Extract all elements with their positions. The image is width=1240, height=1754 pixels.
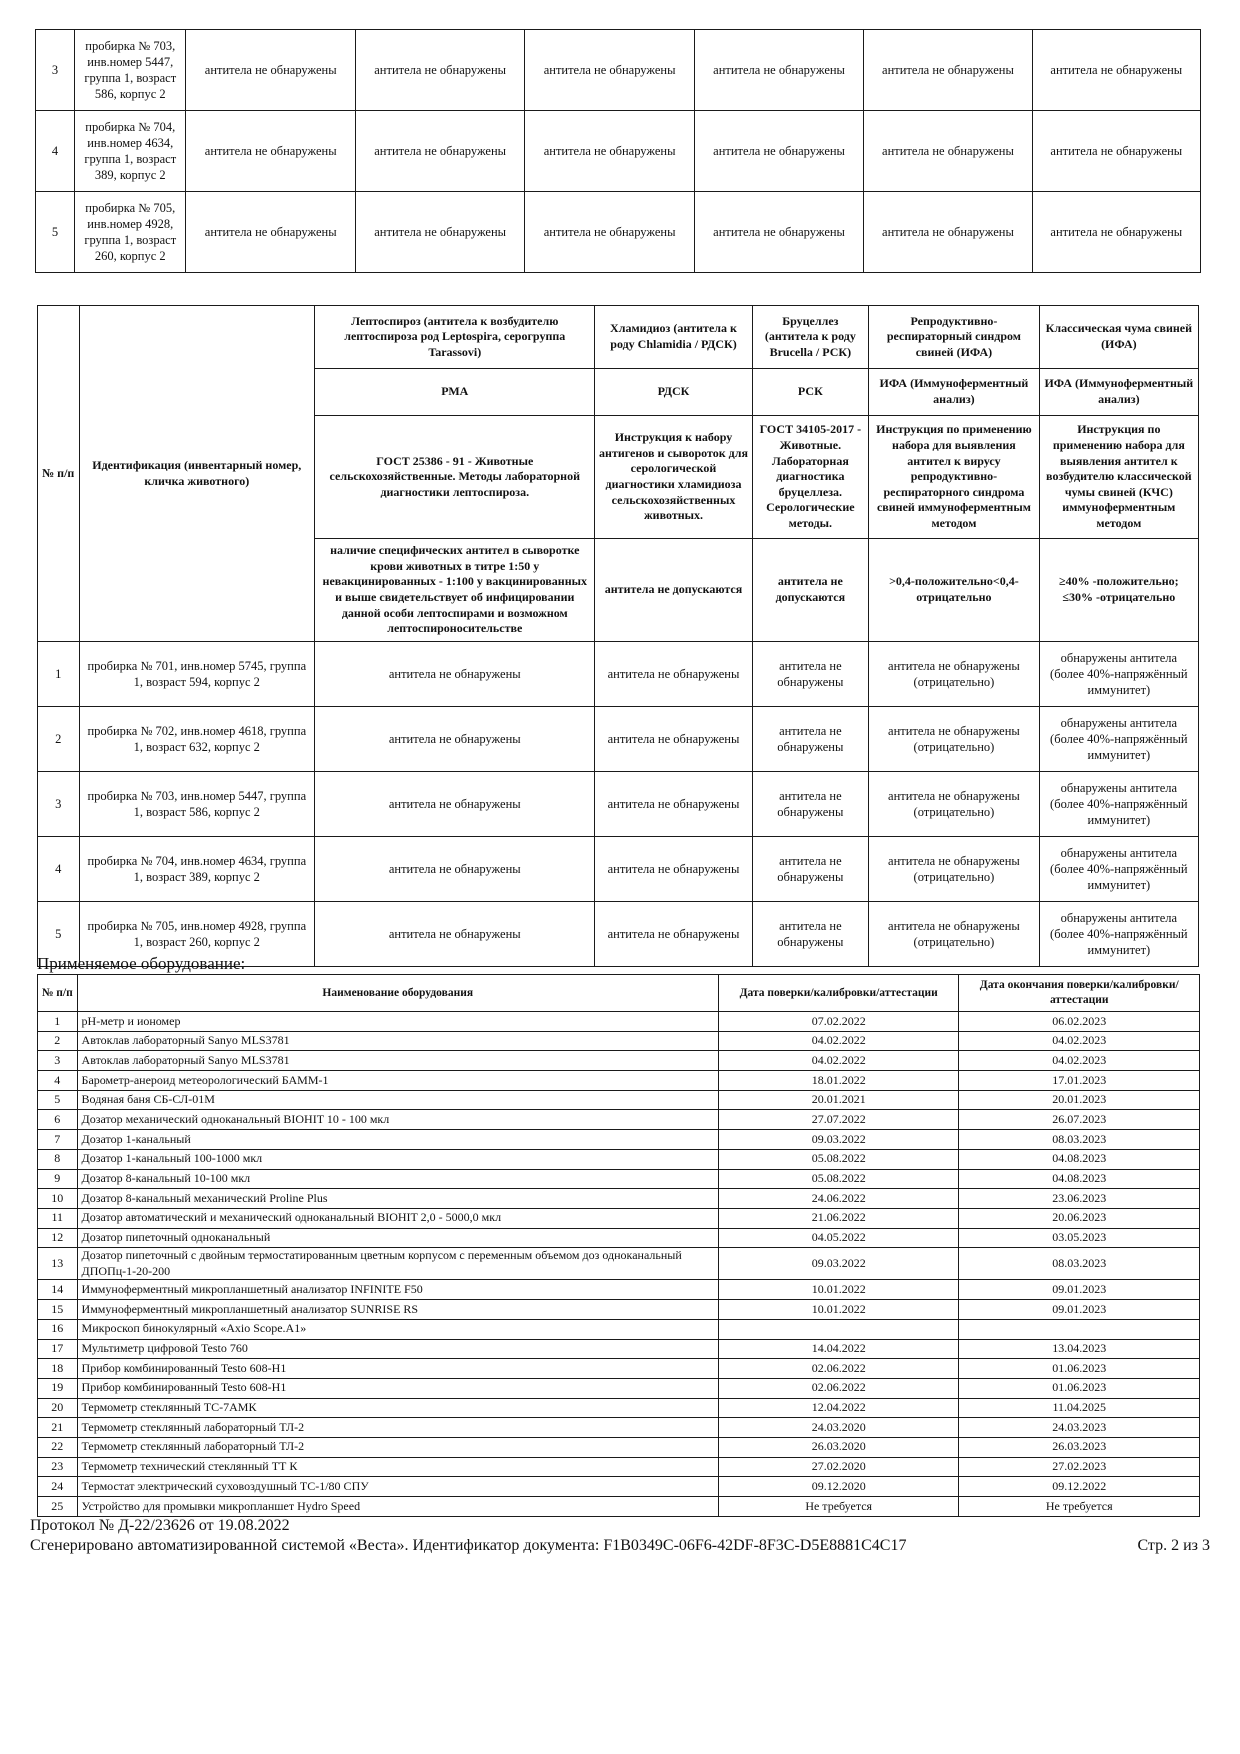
disease-header: Бруцеллез (антитела к роду Brucella / РСК) <box>752 306 869 369</box>
calibration-end-date: 08.03.2023 <box>959 1130 1200 1150</box>
row-number: 17 <box>38 1339 78 1359</box>
calibration-date: 21.06.2022 <box>718 1208 959 1228</box>
row-number: 6 <box>38 1110 78 1130</box>
norm-header: ≥40% -положительно; ≤30% -отрицательно <box>1039 539 1198 642</box>
disease-header: Хламидиоз (антитела к роду Chlamidia / РДСК) <box>595 306 752 369</box>
result-cell: обнаружены антитела (более 40%-напряжённый иммунитет) <box>1039 642 1198 707</box>
equipment-row <box>38 1280 1200 1300</box>
sample-id: пробирка № 701, инв.номер 5745, группа 1, возраст 594, корпус 2 <box>79 642 315 707</box>
calibration-date: 24.06.2022 <box>718 1189 959 1209</box>
page-number: Стр. 2 из 3 <box>1137 1537 1210 1554</box>
calibration-date: 12.04.2022 <box>718 1398 959 1418</box>
equipment-section-title: Применяемое оборудование: <box>37 954 246 973</box>
calibration-end-date: 09.01.2023 <box>959 1280 1200 1300</box>
equipment-row <box>38 1149 1200 1169</box>
calibration-date: 09.03.2022 <box>718 1248 959 1280</box>
disease-header: Лептоспироз (антитела к возбудителю лептоспироза род Leptospira, серогруппа Tarassovi) <box>315 306 595 369</box>
result-cell: антитела не обнаружены <box>864 30 1032 111</box>
calibration-end-date: Не требуется <box>959 1497 1200 1517</box>
col-header-number: № п/п <box>38 306 80 642</box>
result-cell: антитела не обнаружены <box>595 772 752 837</box>
calibration-date: 05.08.2022 <box>718 1169 959 1189</box>
method-header: РДСК <box>595 369 752 416</box>
equipment-name: Дозатор 8-канальный 10-100 мкл <box>77 1169 718 1189</box>
row-number: 3 <box>36 30 75 111</box>
equipment-name: Термометр технический стеклянный ТТ К <box>77 1457 718 1477</box>
sample-id: пробирка № 704, инв.номер 4634, группа 1, возраст 389, корпус 2 <box>75 111 186 192</box>
result-cell: антитела не обнаружены <box>752 642 869 707</box>
row-number: 1 <box>38 1012 78 1032</box>
result-cell: антитела не обнаружены <box>694 30 863 111</box>
equipment-name: Водяная баня СБ-СЛ-01М <box>77 1090 718 1110</box>
row-number: 7 <box>38 1130 78 1150</box>
equipment-name: Термометр стеклянный ТС-7АМК <box>77 1398 718 1418</box>
row-number: 20 <box>38 1398 78 1418</box>
calibration-date: 24.03.2020 <box>718 1418 959 1438</box>
table-row <box>38 837 1199 902</box>
result-cell: антитела не обнаружены <box>525 30 694 111</box>
calibration-date: 18.01.2022 <box>718 1071 959 1091</box>
col-header-calibration-end-date: Дата окончания поверки/калибровки/аттестации <box>959 975 1200 1012</box>
equipment-name: Иммуноферментный микропланшетный анализатор SUNRISE RS <box>77 1300 718 1320</box>
calibration-date: 04.02.2022 <box>718 1051 959 1071</box>
row-number: 14 <box>38 1280 78 1300</box>
result-cell: антитела не обнаружены <box>315 772 595 837</box>
row-number: 2 <box>38 1031 78 1051</box>
calibration-end-date: 03.05.2023 <box>959 1228 1200 1248</box>
equipment-name: Дозатор 1-канальный 100-1000 мкл <box>77 1149 718 1169</box>
calibration-date: 09.03.2022 <box>718 1130 959 1150</box>
equipment-row <box>38 1130 1200 1150</box>
result-cell: антитела не обнаружены <box>864 111 1032 192</box>
calibration-end-date: 08.03.2023 <box>959 1248 1200 1280</box>
sample-id: пробирка № 705, инв.номер 4928, группа 1, возраст 260, корпус 2 <box>79 902 315 967</box>
calibration-end-date: 27.02.2023 <box>959 1457 1200 1477</box>
row-number: 9 <box>38 1169 78 1189</box>
equipment-row <box>38 1031 1200 1051</box>
calibration-date: 02.06.2022 <box>718 1359 959 1379</box>
equipment-row <box>38 1208 1200 1228</box>
standard-header: Инструкция по применению набора для выявления антител к возбудителю классической чумы свиней (КЧС) иммуноферментным методом <box>1039 416 1198 539</box>
equipment-name: Дозатор пипеточный одноканальный <box>77 1228 718 1248</box>
row-number: 1 <box>38 642 80 707</box>
calibration-date: 04.02.2022 <box>718 1031 959 1051</box>
sample-id: пробирка № 703, инв.номер 5447, группа 1, возраст 586, корпус 2 <box>75 30 186 111</box>
row-number: 22 <box>38 1437 78 1457</box>
equipment-row <box>38 1071 1200 1091</box>
result-cell: антитела не обнаружены <box>752 902 869 967</box>
equipment-row <box>38 1319 1200 1339</box>
equipment-name: Термометр стеклянный лабораторный ТЛ-2 <box>77 1437 718 1457</box>
result-cell: антитела не обнаружены <box>525 192 694 273</box>
method-header: ИФА (Иммуноферментный анализ) <box>869 369 1040 416</box>
result-cell: антитела не обнаружены <box>525 111 694 192</box>
result-cell: антитела не обнаружены <box>315 837 595 902</box>
calibration-date: 26.03.2020 <box>718 1437 959 1457</box>
result-cell: обнаружены антитела (более 40%-напряжённый иммунитет) <box>1039 707 1198 772</box>
calibration-date: 10.01.2022 <box>718 1280 959 1300</box>
calibration-end-date: 01.06.2023 <box>959 1378 1200 1398</box>
row-number: 5 <box>38 902 80 967</box>
table-row <box>36 192 1201 273</box>
calibration-date: 02.06.2022 <box>718 1378 959 1398</box>
document-identifier: Сгенерировано автоматизированной системой «Веста». Идентификатор документа: F1B0349C-06F6-42DF-8F3C-D5E8881C4C17 <box>30 1537 907 1554</box>
equipment-row <box>38 1437 1200 1457</box>
standard-header: Инструкция к набору антигенов и сывороток для серологической диагностики хламидиоза сельскохозяйственных животных. <box>595 416 752 539</box>
sample-id: пробирка № 704, инв.номер 4634, группа 1, возраст 389, корпус 2 <box>79 837 315 902</box>
equipment-row <box>38 1110 1200 1130</box>
equipment-row <box>38 1189 1200 1209</box>
standard-header: Инструкция по применению набора для выявления антител к вирусу репродуктивно-респираторного синдрома свиней иммуноферментным методом <box>869 416 1040 539</box>
calibration-end-date: 20.01.2023 <box>959 1090 1200 1110</box>
row-number: 16 <box>38 1319 78 1339</box>
calibration-end-date: 23.06.2023 <box>959 1189 1200 1209</box>
disease-header: Классическая чума свиней (ИФА) <box>1039 306 1198 369</box>
equipment-row <box>38 1457 1200 1477</box>
result-cell: антитела не обнаружены <box>595 707 752 772</box>
result-cell: антитела не обнаружены <box>355 192 524 273</box>
row-number: 12 <box>38 1228 78 1248</box>
calibration-date: 09.12.2020 <box>718 1477 959 1497</box>
row-number: 11 <box>38 1208 78 1228</box>
calibration-date: 05.08.2022 <box>718 1149 959 1169</box>
row-number: 8 <box>38 1149 78 1169</box>
row-number: 18 <box>38 1359 78 1379</box>
equipment-row <box>38 1378 1200 1398</box>
calibration-date: 14.04.2022 <box>718 1339 959 1359</box>
calibration-end-date: 04.02.2023 <box>959 1031 1200 1051</box>
row-number: 15 <box>38 1300 78 1320</box>
result-cell: антитела не обнаружены (отрицательно) <box>869 837 1040 902</box>
equipment-name: Микроскоп бинокулярный «Axio Scope.A1» <box>77 1319 718 1339</box>
equipment-name: Дозатор автоматический и механический одноканальный BIOHIT 2,0 - 5000,0 мкл <box>77 1208 718 1228</box>
table-row <box>38 707 1199 772</box>
calibration-date: 27.02.2020 <box>718 1457 959 1477</box>
result-cell: антитела не обнаружены <box>355 30 524 111</box>
calibration-end-date: 26.03.2023 <box>959 1437 1200 1457</box>
row-number: 5 <box>38 1090 78 1110</box>
row-number: 2 <box>38 707 80 772</box>
result-cell: антитела не обнаружены (отрицательно) <box>869 707 1040 772</box>
result-cell: антитела не обнаружены <box>186 192 355 273</box>
result-cell: антитела не обнаружены <box>694 192 863 273</box>
row-number: 3 <box>38 1051 78 1071</box>
norm-header: наличие специфических антител в сыворотке крови животных в титре 1:50 у невакцинированных - 1:100 у вакцинированных и выше свидетельствует об инфицировании данной особи лептоспирами и возможном лептоспироносительстве <box>315 539 595 642</box>
method-header: РСК <box>752 369 869 416</box>
col-header-number: № п/п <box>38 975 78 1012</box>
calibration-end-date: 06.02.2023 <box>959 1012 1200 1032</box>
result-cell: антитела не обнаружены (отрицательно) <box>869 902 1040 967</box>
disease-header: Репродуктивно-респираторный синдром свиней (ИФА) <box>869 306 1040 369</box>
result-cell: антитела не обнаружены <box>595 902 752 967</box>
test-results-table <box>37 305 1199 967</box>
calibration-end-date: 01.06.2023 <box>959 1359 1200 1379</box>
equipment-name: Автоклав лабораторный Sanyo MLS3781 <box>77 1051 718 1071</box>
calibration-end-date: 04.02.2023 <box>959 1051 1200 1071</box>
equipment-row <box>38 1169 1200 1189</box>
calibration-end-date: 20.06.2023 <box>959 1208 1200 1228</box>
result-cell: антитела не обнаружены <box>752 837 869 902</box>
standard-header: ГОСТ 34105-2017 - Животные. Лабораторная диагностика бруцеллеза. Серологические методы. <box>752 416 869 539</box>
row-number: 23 <box>38 1457 78 1477</box>
equipment-row <box>38 1477 1200 1497</box>
calibration-end-date: 13.04.2023 <box>959 1339 1200 1359</box>
equipment-row <box>38 1090 1200 1110</box>
calibration-end-date: 04.08.2023 <box>959 1169 1200 1189</box>
equipment-name: Иммуноферментный микропланшетный анализатор INFINITE F50 <box>77 1280 718 1300</box>
calibration-date <box>718 1319 959 1339</box>
row-number: 4 <box>38 837 80 902</box>
table-row <box>38 642 1199 707</box>
previous-results-table <box>35 29 1201 273</box>
calibration-end-date <box>959 1319 1200 1339</box>
result-cell: антитела не обнаружены (отрицательно) <box>869 642 1040 707</box>
result-cell: антитела не обнаружены <box>186 111 355 192</box>
equipment-name: Устройство для промывки микропланшет Hydro Speed <box>77 1497 718 1517</box>
result-cell: антитела не обнаружены <box>1032 30 1200 111</box>
row-number: 3 <box>38 772 80 837</box>
calibration-end-date: 24.03.2023 <box>959 1418 1200 1438</box>
equipment-name: Термометр стеклянный лабораторный ТЛ-2 <box>77 1418 718 1438</box>
result-cell: антитела не обнаружены <box>315 707 595 772</box>
equipment-row <box>38 1248 1200 1280</box>
col-header-equipment-name: Наименование оборудования <box>77 975 718 1012</box>
result-cell: антитела не обнаружены <box>752 707 869 772</box>
header-row-disease <box>38 306 1199 369</box>
calibration-end-date: 04.08.2023 <box>959 1149 1200 1169</box>
result-cell: антитела не обнаружены <box>1032 192 1200 273</box>
method-header: РМА <box>315 369 595 416</box>
sample-id: пробирка № 703, инв.номер 5447, группа 1, возраст 586, корпус 2 <box>79 772 315 837</box>
row-number: 4 <box>38 1071 78 1091</box>
calibration-date: 07.02.2022 <box>718 1012 959 1032</box>
equipment-row <box>38 1497 1200 1517</box>
result-cell: антитела не обнаружены <box>1032 111 1200 192</box>
col-header-identification: Идентификация (инвентарный номер, кличка животного) <box>79 306 315 642</box>
calibration-end-date: 11.04.2025 <box>959 1398 1200 1418</box>
row-number: 13 <box>38 1248 78 1280</box>
row-number: 24 <box>38 1477 78 1497</box>
row-number: 4 <box>36 111 75 192</box>
equipment-row <box>38 1051 1200 1071</box>
table-row <box>38 772 1199 837</box>
equipment-row <box>38 1228 1200 1248</box>
equipment-name: Дозатор пипеточный с двойным термостатированным цветным корпусом с переменным объемом доз одноканальный ДПОПц-1-20-200 <box>77 1248 718 1280</box>
equipment-name: Дозатор механический одноканальный BIOHIT 10 - 100 мкл <box>77 1110 718 1130</box>
calibration-date: Не требуется <box>718 1497 959 1517</box>
equipment-name: Автоклав лабораторный Sanyo MLS3781 <box>77 1031 718 1051</box>
norm-header: >0,4-положительно<0,4-отрицательно <box>869 539 1040 642</box>
row-number: 25 <box>38 1497 78 1517</box>
row-number: 10 <box>38 1189 78 1209</box>
norm-header: антитела не допускаются <box>595 539 752 642</box>
equipment-name: Прибор комбинированный Testo 608-H1 <box>77 1359 718 1379</box>
equipment-header-row <box>38 975 1200 1012</box>
equipment-row <box>38 1300 1200 1320</box>
result-cell: антитела не обнаружены <box>355 111 524 192</box>
result-cell: антитела не обнаружены (отрицательно) <box>869 772 1040 837</box>
row-number: 19 <box>38 1378 78 1398</box>
row-number: 5 <box>36 192 75 273</box>
result-cell: антитела не обнаружены <box>186 30 355 111</box>
result-cell: антитела не обнаружены <box>595 837 752 902</box>
sample-id: пробирка № 702, инв.номер 4618, группа 1, возраст 632, корпус 2 <box>79 707 315 772</box>
col-header-calibration-date: Дата поверки/калибровки/аттестации <box>718 975 959 1012</box>
result-cell: антитела не обнаружены <box>864 192 1032 273</box>
equipment-row <box>38 1012 1200 1032</box>
sample-id: пробирка № 705, инв.номер 4928, группа 1, возраст 260, корпус 2 <box>75 192 186 273</box>
result-cell: антитела не обнаружены <box>315 642 595 707</box>
equipment-name: pH-метр и иономер <box>77 1012 718 1032</box>
result-cell: антитела не обнаружены <box>694 111 863 192</box>
standard-header: ГОСТ 25386 - 91 - Животные сельскохозяйственные. Методы лабораторной диагностики лептоспироза. <box>315 416 595 539</box>
row-number: 21 <box>38 1418 78 1438</box>
result-cell: обнаружены антитела (более 40%-напряжённый иммунитет) <box>1039 902 1198 967</box>
equipment-name: Дозатор 1-канальный <box>77 1130 718 1150</box>
calibration-date: 20.01.2021 <box>718 1090 959 1110</box>
result-cell: обнаружены антитела (более 40%-напряжённый иммунитет) <box>1039 837 1198 902</box>
result-cell: антитела не обнаружены <box>595 642 752 707</box>
result-cell: антитела не обнаружены <box>752 772 869 837</box>
method-header: ИФА (Иммуноферментный анализ) <box>1039 369 1198 416</box>
equipment-table <box>37 974 1200 1517</box>
protocol-number: Протокол № Д-22/23626 от 19.08.2022 <box>30 1517 290 1534</box>
table-row <box>36 111 1201 192</box>
calibration-end-date: 09.01.2023 <box>959 1300 1200 1320</box>
calibration-date: 04.05.2022 <box>718 1228 959 1248</box>
equipment-row <box>38 1339 1200 1359</box>
calibration-end-date: 26.07.2023 <box>959 1110 1200 1130</box>
result-cell: обнаружены антитела (более 40%-напряжённый иммунитет) <box>1039 772 1198 837</box>
calibration-date: 27.07.2022 <box>718 1110 959 1130</box>
result-cell: антитела не обнаружены <box>315 902 595 967</box>
equipment-name: Дозатор 8-канальный механический Proline Plus <box>77 1189 718 1209</box>
equipment-row <box>38 1398 1200 1418</box>
calibration-end-date: 09.12.2022 <box>959 1477 1200 1497</box>
norm-header: антитела не допускаются <box>752 539 869 642</box>
equipment-row <box>38 1418 1200 1438</box>
equipment-name: Мультиметр цифровой Testo 760 <box>77 1339 718 1359</box>
equipment-name: Термостат электрический суховоздушный ТС-1/80 СПУ <box>77 1477 718 1497</box>
equipment-name: Барометр-анероид метеорологический БАММ-1 <box>77 1071 718 1091</box>
table-row <box>36 30 1201 111</box>
calibration-date: 10.01.2022 <box>718 1300 959 1320</box>
calibration-end-date: 17.01.2023 <box>959 1071 1200 1091</box>
equipment-row <box>38 1359 1200 1379</box>
equipment-name: Прибор комбинированный Testo 608-H1 <box>77 1378 718 1398</box>
